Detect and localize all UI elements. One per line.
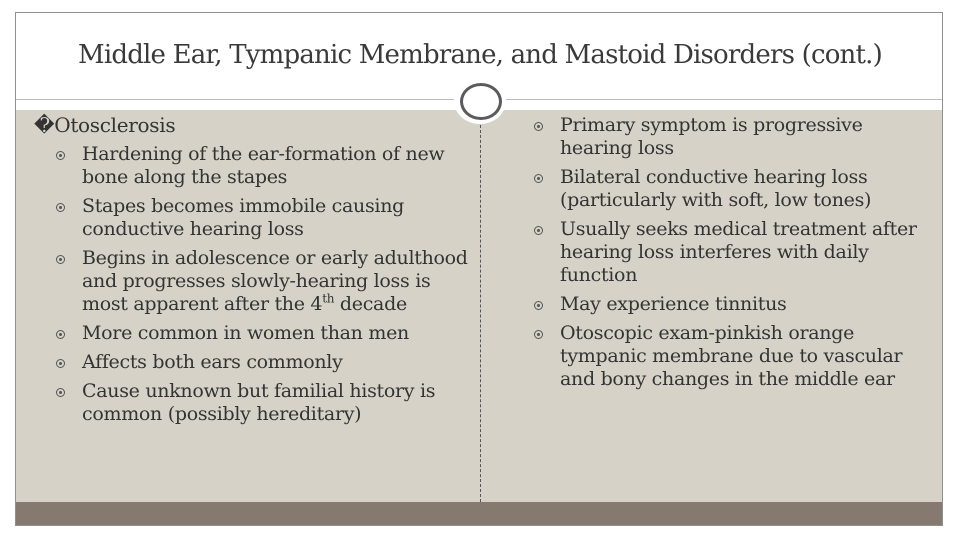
footer-bar bbox=[16, 502, 942, 525]
list-item: May experience tinnitus bbox=[534, 293, 934, 316]
list-item: Hardening of the ear-formation of new bone along the stapes bbox=[56, 143, 474, 189]
heading-marker: � bbox=[34, 113, 55, 137]
bullet-icon bbox=[56, 255, 65, 264]
bullet-icon bbox=[56, 330, 65, 339]
bullet-icon bbox=[56, 203, 65, 212]
right-column bbox=[534, 114, 934, 397]
bullet-icon bbox=[56, 359, 65, 368]
slide-title: Middle Ear, Tympanic Membrane, and Mastoid Disorders (cont.) bbox=[78, 40, 882, 70]
left-column bbox=[34, 114, 474, 432]
bullet-icon bbox=[534, 301, 543, 310]
superscript: th bbox=[322, 291, 335, 306]
list-item: Bilateral conductive hearing loss (particularly with soft, low tones) bbox=[534, 166, 934, 212]
heading-text: Otosclerosis bbox=[54, 113, 176, 137]
left-bullet-list bbox=[34, 143, 474, 426]
bullet-icon bbox=[534, 122, 543, 131]
list-item: Primary symptom is progressive hearing loss bbox=[534, 114, 934, 160]
column-divider bbox=[480, 110, 481, 502]
list-item: Stapes becomes immobile causing conductive hearing loss bbox=[56, 195, 474, 241]
section-heading bbox=[34, 114, 474, 137]
bullet-icon bbox=[56, 388, 65, 397]
list-item: More common in women than men bbox=[56, 322, 474, 345]
right-bullet-list bbox=[534, 114, 934, 391]
bullet-icon bbox=[56, 151, 65, 160]
list-item: Affects both ears commonly bbox=[56, 351, 474, 374]
list-item: Otoscopic exam-pinkish orange tympanic membrane due to vascular and bony changes in the middle ear bbox=[534, 322, 934, 391]
list-item: Cause unknown but familial history is common (possibly hereditary) bbox=[56, 380, 474, 426]
list-item: Usually seeks medical treatment after hearing loss interferes with daily function bbox=[534, 218, 934, 287]
bullet-icon bbox=[534, 330, 543, 339]
bullet-icon bbox=[534, 174, 543, 183]
bullet-icon bbox=[534, 226, 543, 235]
list-item: Begins in adolescence or early adulthood and progresses slowly-hearing loss is most apparent after the 4th decade bbox=[56, 247, 474, 316]
